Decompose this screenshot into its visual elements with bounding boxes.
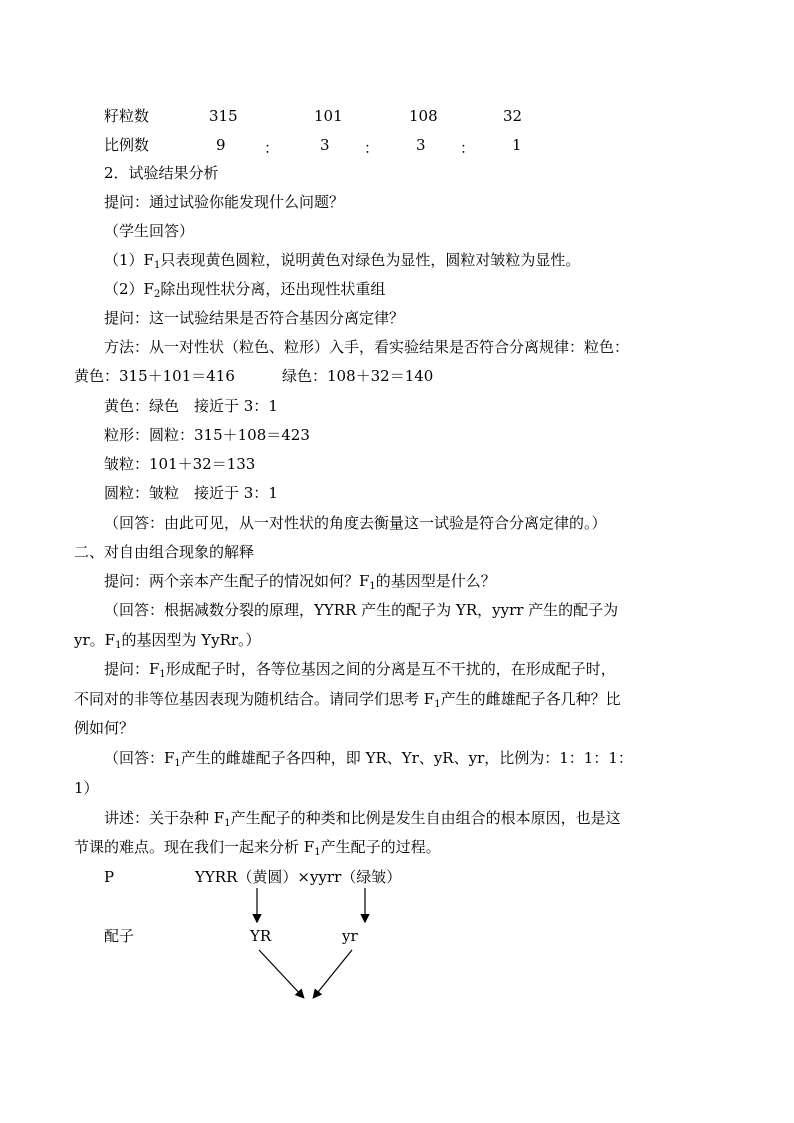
question-text: 提问：这一试验结果是否符合基因分离定律？ (104, 309, 405, 327)
method-text: 方法：从一对性状（粒色、粒形）入手，看实验结果是否符合分离规律：粒色： (104, 338, 630, 356)
answer-item-1: $(1)F_1$只表现黄色圆粒，说明黄色对绿色为显性，圆粒对皱粒为显性。 (104, 251, 581, 271)
ratio-color: 黄色：绿色 接近于 3：1 (104, 397, 278, 415)
section-heading: 2．试验结果分析 (104, 164, 219, 182)
arrow-yr-to-f1 (259, 950, 303, 997)
parent-label: P (104, 868, 115, 886)
question-text: 例如何？ (74, 719, 135, 737)
lecture-text: 讲述：关于杂种 $F_1$产生配子的种类和比例是发生自由组合的根本原因，也是这 (104, 809, 621, 829)
ratio-separator: ： (364, 139, 380, 157)
gamete-yr-recessive: yr (342, 927, 358, 945)
table-row1-value: 32 (503, 107, 523, 125)
table-row2-label: 比例数 (104, 136, 150, 154)
calc-wrinkled: 皱粒：101＋32＝133 (104, 455, 256, 473)
calc-green: 绿色：108＋32＝140 (282, 367, 434, 385)
question-text: 提问：$F_1$形成配子时，各等位基因之间的分离是互不干扰的，在形成配子时， (104, 660, 616, 680)
lecture-text: 节课的难点。现在我们一起来分析 $F_1$产生配子的过程。 (74, 838, 441, 858)
ratio-shape: 圆粒：皱粒 接近于 3：1 (104, 484, 278, 502)
table-row2-value: 3 (416, 136, 426, 154)
arrow-yr-to-f1 (314, 950, 352, 997)
gamete-yr-dominant: YR (250, 927, 272, 945)
table-row1-label: 籽粒数 (104, 107, 150, 125)
conclusion-text: （回答：由此可见，从一对性状的角度去衡量这一试验是符合分离定律的。） (104, 514, 607, 532)
calc-yellow: 黄色：315＋101＝416 (74, 367, 235, 385)
answer-item-2: $(2)F_2$除出现性状分离，还出现性状重组 (104, 280, 386, 300)
cross-text: YYRR（黄圆）×yyrr（绿皱） (195, 868, 402, 886)
table-row1-value: 108 (409, 107, 438, 125)
question-text: 不同对的非等位基因表现为随机结合。请同学们思考 $F_1$产生的雌雄配子各几种？比 (74, 690, 621, 710)
answer-text: （回答：根据减数分裂的原理，YYRR 产生的配子为 YR，yyrr 产生的配子为 (104, 601, 619, 619)
answer-text: yr。$F_1$的基因型为 YyRr。） (74, 631, 261, 651)
table-row1-value: 315 (209, 107, 238, 125)
table-row2-value: 1 (512, 136, 522, 154)
answer-text: 1） (74, 779, 99, 797)
table-row1-value: 101 (314, 107, 343, 125)
question-text: 提问：通过试验你能发现什么问题？ (104, 193, 345, 211)
table-row2-value: 3 (320, 136, 330, 154)
table-row2-value: 9 (216, 136, 226, 154)
answer-heading: （学生回答） (104, 222, 195, 240)
ratio-separator: ： (460, 139, 476, 157)
question-text: 提问：两个亲本产生配子的情况如何？$F_1$的基因型是什么？ (104, 572, 496, 592)
gamete-label: 配子 (104, 927, 135, 945)
ratio-separator: ： (264, 139, 280, 157)
section-heading: 二、对自由组合现象的解释 (74, 543, 255, 561)
answer-text: （回答：$F_1$产生的雌雄配子各四种，即 YR、Yr、yR、yr，比例为：1：1：1： (104, 749, 633, 769)
calc-round: 粒形：圆粒：315＋108＝423 (104, 426, 310, 444)
